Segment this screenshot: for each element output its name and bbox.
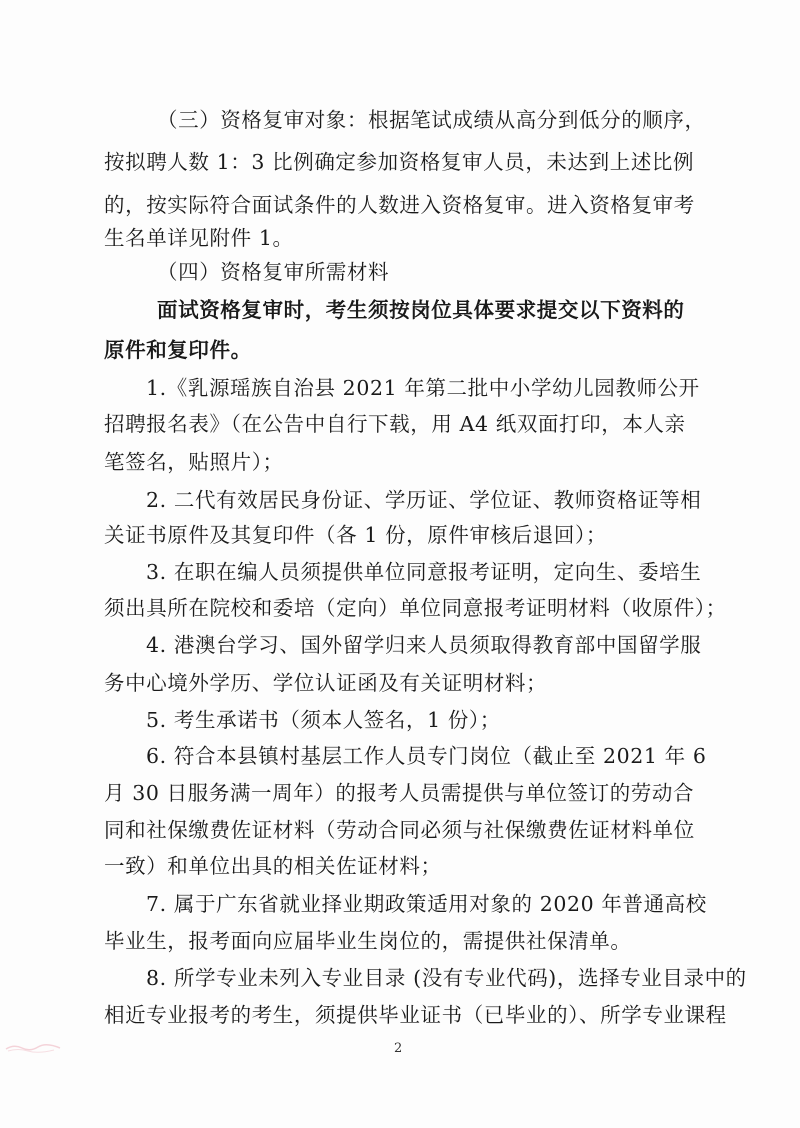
- list-item-5: 5. 考生承诺书（须本人签名，1 份）；: [146, 708, 501, 732]
- list-item-6-cont: 一致）和单位出具的相关佐证材料；: [104, 854, 442, 878]
- list-item-7-cont: 毕业生，报考面向应届毕业生岗位的，需提供社保清单。: [104, 929, 632, 953]
- list-item-4: 4. 港澳台学习、国外留学归来人员须取得教育部中国留学服: [146, 633, 702, 657]
- text-line: 的，按实际符合面试条件的人数进入资格复审。进入资格复审考: [104, 193, 695, 217]
- list-item-8-cont: 相近专业报考的考生，须提供毕业证书（已毕业的）、所学专业课程: [104, 1003, 727, 1027]
- list-item-6-cont: 月 30 日服务满一周年）的报考人员需提供与单位签订的劳动合: [104, 781, 695, 805]
- section-heading: （四）资格复审所需材料: [157, 260, 390, 284]
- text-line: 生名单详见附件 1。: [104, 226, 294, 250]
- list-item-7: 7. 属于广东省就业择业期政策适用对象的 2020 年普通高校: [146, 892, 707, 916]
- list-item-3: 3. 在职在编人员须提供单位同意报考证明，定向生、委培生: [146, 560, 702, 584]
- faint-stamp-mark: [4, 1040, 62, 1054]
- list-item-2-cont: 关证书原件及其复印件（各 1 份，原件审核后退回）；: [104, 523, 607, 547]
- list-item-6-cont: 同和社保缴费佐证材料（劳动合同必须与社保缴费佐证材料单位: [104, 818, 695, 842]
- list-item-1: 1.《乳源瑶族自治县 2021 年第二批中小学幼儿园教师公开: [146, 376, 700, 400]
- text-line: （三）资格复审对象：根据笔试成绩从高分到低分的顺序，: [157, 108, 706, 132]
- list-item-1-cont: 笔签名，贴照片）；: [104, 450, 284, 474]
- list-item-2: 2. 二代有效居民身份证、学历证、学位证、教师资格证等相: [146, 488, 702, 512]
- page-number: 2: [394, 1041, 403, 1056]
- stamp-smudge-icon: [4, 1040, 62, 1054]
- list-item-1-cont: 招聘报名表》（在公告中自行下载，用 A4 纸双面打印，本人亲: [104, 412, 686, 436]
- list-item-3-cont: 须出具所在院校和委培（定向）单位同意报考证明材料（收原件）；: [104, 596, 727, 620]
- list-item-6: 6. 符合本县镇村基层工作人员专门岗位（截止至 2021 年 6: [146, 744, 707, 768]
- list-item-4-cont: 务中心境外学历、学位认证函及有关证明材料；: [104, 671, 548, 695]
- list-item-8: 8. 所学专业未列入专业目录 (没有专业代码)，选择专业目录中的: [146, 966, 747, 990]
- text-line: 按拟聘人数 1：3 比例确定参加资格复审人员，未达到上述比例: [104, 150, 695, 174]
- bold-notice-line: 原件和复印件。: [104, 338, 252, 362]
- bold-notice-line: 面试资格复审时，考生须按岗位具体要求提交以下资料的: [157, 298, 685, 322]
